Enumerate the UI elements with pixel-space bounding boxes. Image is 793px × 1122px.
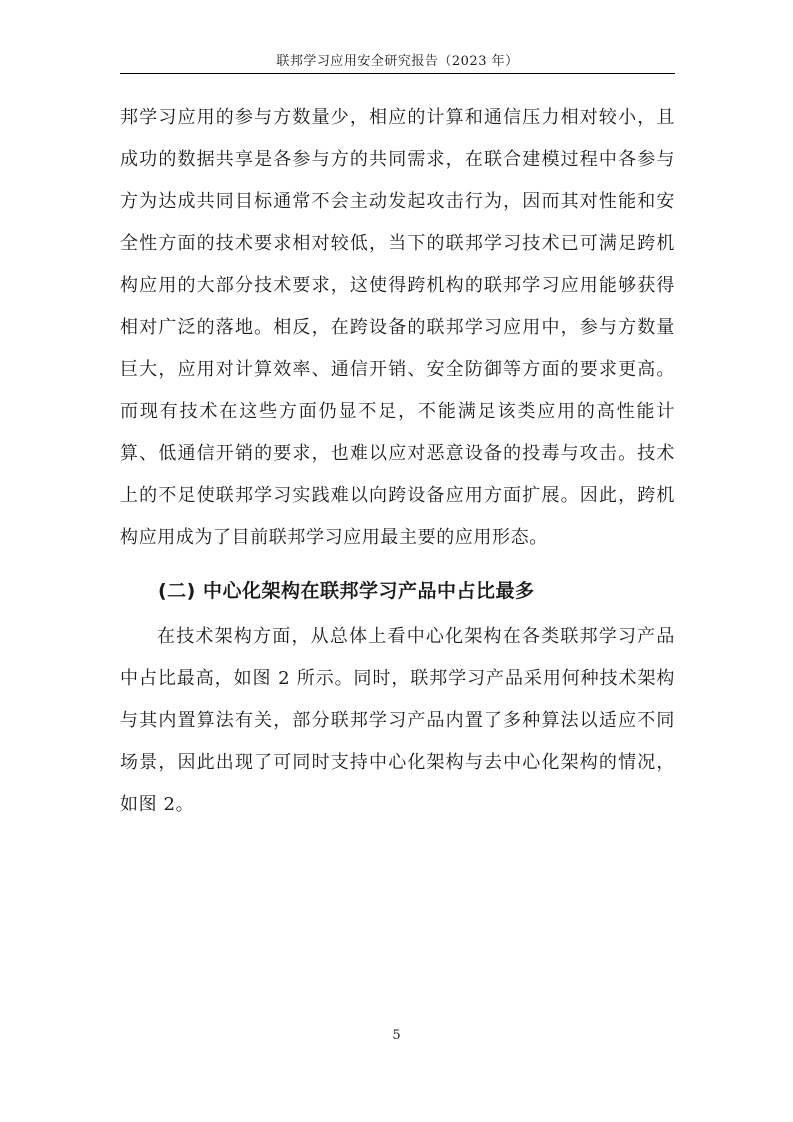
running-header: 联邦学习应用安全研究报告（2023 年）	[276, 54, 519, 69]
header-rule	[120, 73, 675, 74]
body-paragraph-2: 在技术架构方面，从总体上看中心化架构在各类联邦学习产品中占比最高，如图 2 所示。同时，联邦学习产品采用何种技术架构与其内置算法有关，部分联邦学习产品内置了多种算法以适应不同场景，因此出现了可同时支持中心化架构与去中心化架构的情况，如图 2。	[120, 626, 675, 815]
body-paragraph-1: 邦学习应用的参与方数量少，相应的计算和通信压力相对较小，且成功的数据共享是各参与方的共同需求，在联合建模过程中各参与方为达成共同目标通常不会主动发起攻击行为，因而其对性能和安全性方面的技术要求相对较低，当下的联邦学习技术已可满足跨机构应用的大部分技术要求，这使得跨机构的联邦学习应用能够获得相对广泛的落地。相反，在跨设备的联邦学习应用中，参与方数量巨大，应用对计算效率、通信开销、安全防御等方面的要求更高。而现有技术在这些方面仍显不足，不能满足该类应用的高性能计算、低通信开销的要求，也难以应对恶意设备的投毒与攻击。技术上的不足使联邦学习实践难以向跨设备应用方面扩展。因此，跨机构应用成为了目前联邦学习应用最主要的应用形态。	[120, 107, 675, 548]
page-number: 5	[392, 1028, 401, 1043]
section-heading: (二) 中心化架构在联邦学习产品中占比最多	[158, 580, 535, 602]
